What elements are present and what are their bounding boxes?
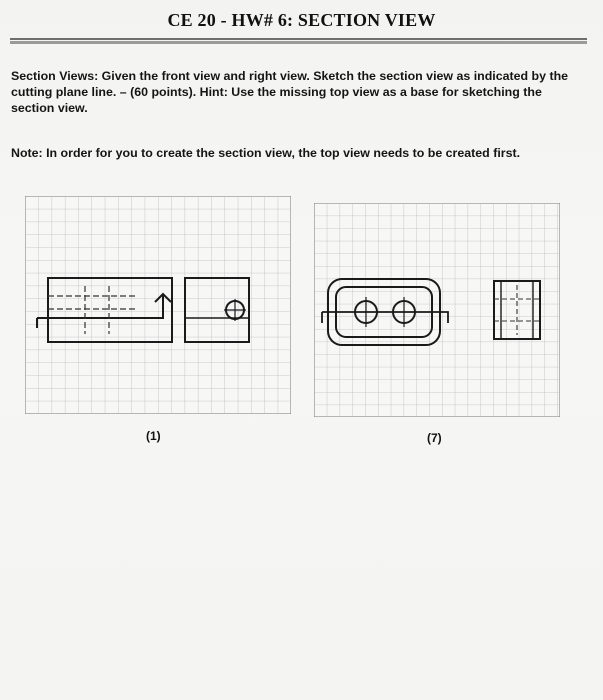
figure-7-grid (314, 203, 560, 417)
figure-7-caption: (7) (427, 431, 442, 445)
figure-7-drawing (314, 203, 560, 417)
figure-1-grid (25, 196, 291, 414)
note-paragraph: Note: In order for you to create the section view, the top view needs to be created first. (11, 146, 521, 160)
figure-1-caption: (1) (146, 429, 161, 443)
title-divider-shadow (10, 41, 587, 44)
title-divider (10, 38, 587, 40)
instructions-paragraph: Section Views: Given the front view and right view. Sketch the section view as indicated by the cutting plane line. – (60 points). Hint: Use the missing top view as a base for sketching the section view. (11, 69, 569, 115)
figure-1-drawing (25, 196, 291, 414)
page-title: CE 20 - HW# 6: SECTION VIEW (167, 10, 436, 30)
